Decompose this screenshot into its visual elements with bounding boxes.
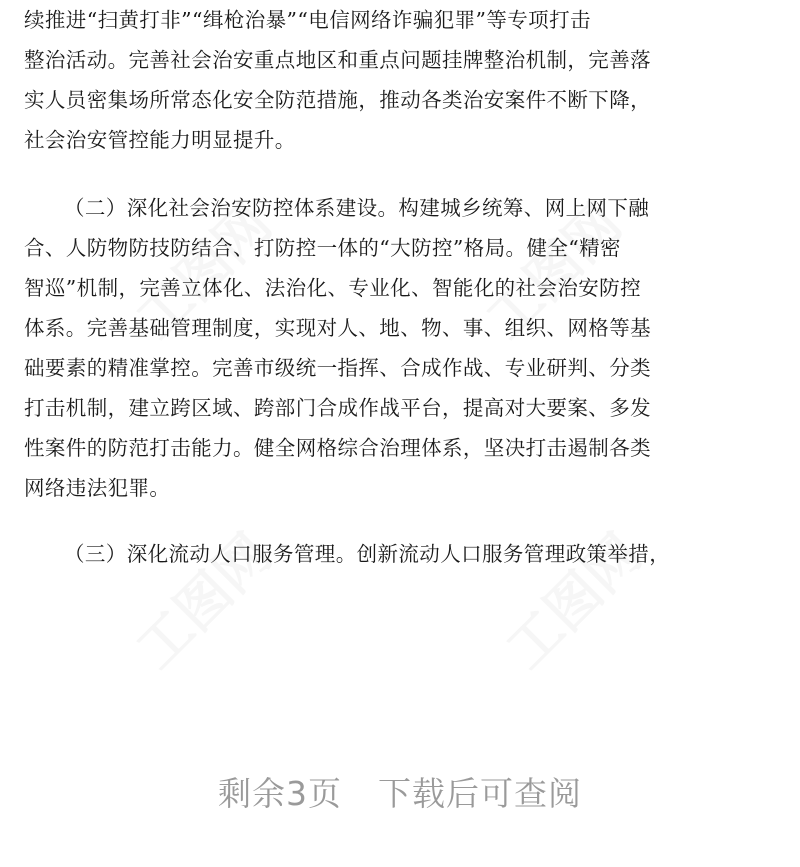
remaining-pages-label: 剩余3页 [218,774,342,813]
text-line: 打击机制，建立跨区域、跨部门合成作战平台，提高对大要案、多发 [24,396,651,420]
watermark: 工图网 [124,521,284,681]
text-line: 础要素的精准掌控。完善市级统一指挥、合成作战、专业研判、分类 [24,356,651,380]
text-line: 合、人防物防技防结合、打防控一体的“大防控”格局。健全“精密 [24,236,621,260]
text-line: 性案件的防范打击能力。健全网格综合治理体系，坚决打击遏制各类 [24,436,651,460]
watermark: 工图网 [124,191,284,351]
text-line: 体系。完善基础管理制度，实现对人、地、物、事、组织、网格等基 [24,316,651,340]
watermark: 工图网 [494,521,654,681]
text-line: 实人员密集场所常态化安全防范措施，推动各类治安案件不断下降， [24,88,651,112]
download-prompt[interactable] [0,768,800,815]
text-line: 网络违法犯罪。 [24,476,171,500]
text-line: 社会治安管控能力明显提升。 [24,128,296,152]
watermark: 工图网 [474,191,634,351]
section-heading-line: （二）深化社会治安防控体系建设。构建城乡统筹、网上网下融 [64,196,650,220]
section-heading-line: （三）深化流动人口服务管理。创新流动人口服务管理政策举措， [64,542,671,566]
text-line: 整治活动。完善社会治安重点地区和重点问题挂牌整治机制，完善落 [24,48,651,72]
download-to-view-label[interactable]: 下载后可查阅 [378,774,582,813]
text-line: 智巡”机制，完善立体化、法治化、专业化、智能化的社会治安防控 [24,276,641,300]
text-line: 续推进“扫黄打非”“缉枪治暴”“电信网络诈骗犯罪”等专项打击 [24,8,591,32]
